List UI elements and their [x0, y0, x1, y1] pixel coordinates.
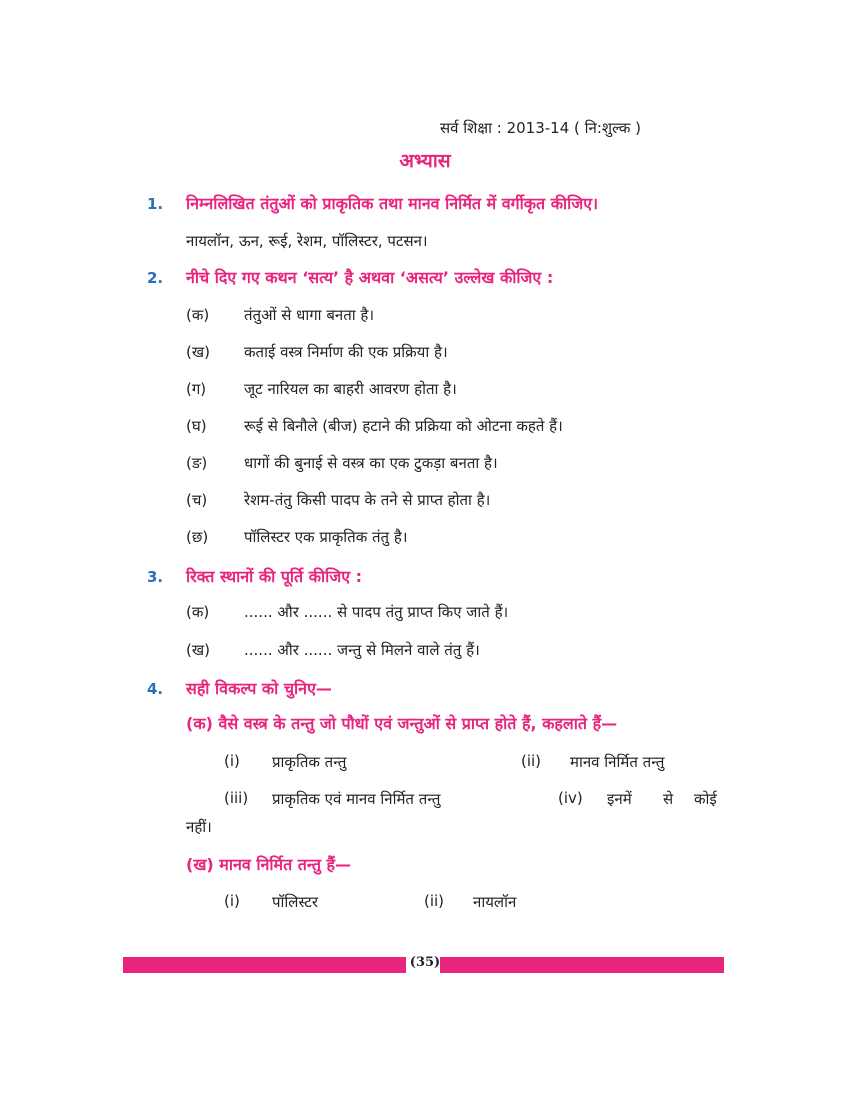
- question-3-number: 3.: [147, 568, 164, 586]
- q4a-option-4-word: इनमें: [607, 790, 632, 808]
- q2-item-text: तंतुओं से धागा बनता है।: [244, 306, 375, 324]
- q4b-label: (ख) मानव निर्मित तन्तु हैं—: [186, 855, 352, 874]
- page-title: अभ्यास: [399, 150, 451, 172]
- q4a-option-4-word: से: [663, 790, 674, 808]
- page-number: (35): [409, 955, 441, 970]
- q2-item-mark: (ङ): [186, 454, 208, 472]
- q4a-option-1-mark: (i): [224, 752, 240, 770]
- q4b-option-2: नायलॉन: [473, 893, 517, 911]
- q4a-option-4-continuation: नहीं।: [186, 818, 212, 836]
- question-1-text: निम्नलिखित तंतुओं को प्राकृतिक तथा मानव निर्मित में वर्गीकृत कीजिए।: [186, 194, 599, 213]
- question-1-number: 1.: [147, 195, 164, 213]
- q2-item-text: पॉलिस्टर एक प्राकृतिक तंतु है।: [244, 528, 408, 546]
- q2-item-text: कताई वस्त्र निर्माण की एक प्रक्रिया है।: [244, 343, 448, 361]
- q4a-label: (क) वैसे वस्त्र के तन्तु जो पौधों एवं जन्तुओं से प्राप्त होते हैं, कहलाते हैं—: [186, 714, 618, 733]
- q4a-option-4-word: कोई: [694, 790, 717, 808]
- q2-item-text: धागों की बुनाई से वस्त्र का एक टुकड़ा बनता है।: [244, 454, 498, 472]
- q4a-option-3: प्राकृतिक एवं मानव निर्मित तन्तु: [272, 790, 441, 808]
- q4a-option-4-mark: (iv): [558, 789, 583, 807]
- q2-item-mark: (क): [186, 306, 210, 324]
- q4a-option-2-mark: (ii): [521, 752, 542, 770]
- q3-item-mark: (ख): [186, 641, 210, 659]
- q2-item-text: जूट नारियल का बाहरी आवरण होता है।: [244, 380, 457, 398]
- q3-item-text: ...... और ...... से पादप तंतु प्राप्त किए जाते हैं।: [244, 603, 509, 621]
- q4a-option-3-mark: (iii): [224, 789, 249, 807]
- question-3-text: रिक्त स्थानों की पूर्ति कीजिए :: [186, 567, 363, 586]
- q2-item-text: रेशम-तंतु किसी पादप के तने से प्राप्त होता है।: [244, 491, 491, 509]
- q4b-option-2-mark: (ii): [424, 892, 445, 910]
- question-1-items: नायलॉन, ऊन, रूई, रेशम, पॉलिस्टर, पटसन।: [186, 232, 428, 250]
- question-2-number: 2.: [147, 269, 164, 287]
- page-header: सर्व शिक्षा : 2013-14 ( नि:शुल्क ): [440, 119, 641, 137]
- q4a-option-2: मानव निर्मित तन्तु: [570, 753, 665, 771]
- q2-item-text: रूई से बिनौले (बीज) हटाने की प्रक्रिया को ओटना कहते हैं।: [244, 417, 563, 435]
- q4a-option-1: प्राकृतिक तन्तु: [272, 753, 347, 771]
- q2-item-mark: (ग): [186, 380, 207, 398]
- q2-item-mark: (च): [186, 491, 208, 509]
- question-4-text: सही विकल्प को चुनिए—: [186, 679, 332, 698]
- q4b-option-1-mark: (i): [224, 892, 240, 910]
- q2-item-mark: (छ): [186, 528, 209, 546]
- question-4-number: 4.: [147, 680, 164, 698]
- q2-item-mark: (घ): [186, 417, 207, 435]
- q3-item-mark: (क): [186, 603, 210, 621]
- q3-item-text: ...... और ...... जन्तु से मिलने वाले तंतु हैं।: [244, 641, 480, 659]
- q2-item-mark: (ख): [186, 343, 210, 361]
- q4b-option-1: पॉलिस्टर: [272, 893, 318, 911]
- question-2-text: नीचे दिए गए कथन ‘सत्य’ है अथवा ‘असत्य’ उल्लेख कीजिए :: [186, 268, 554, 287]
